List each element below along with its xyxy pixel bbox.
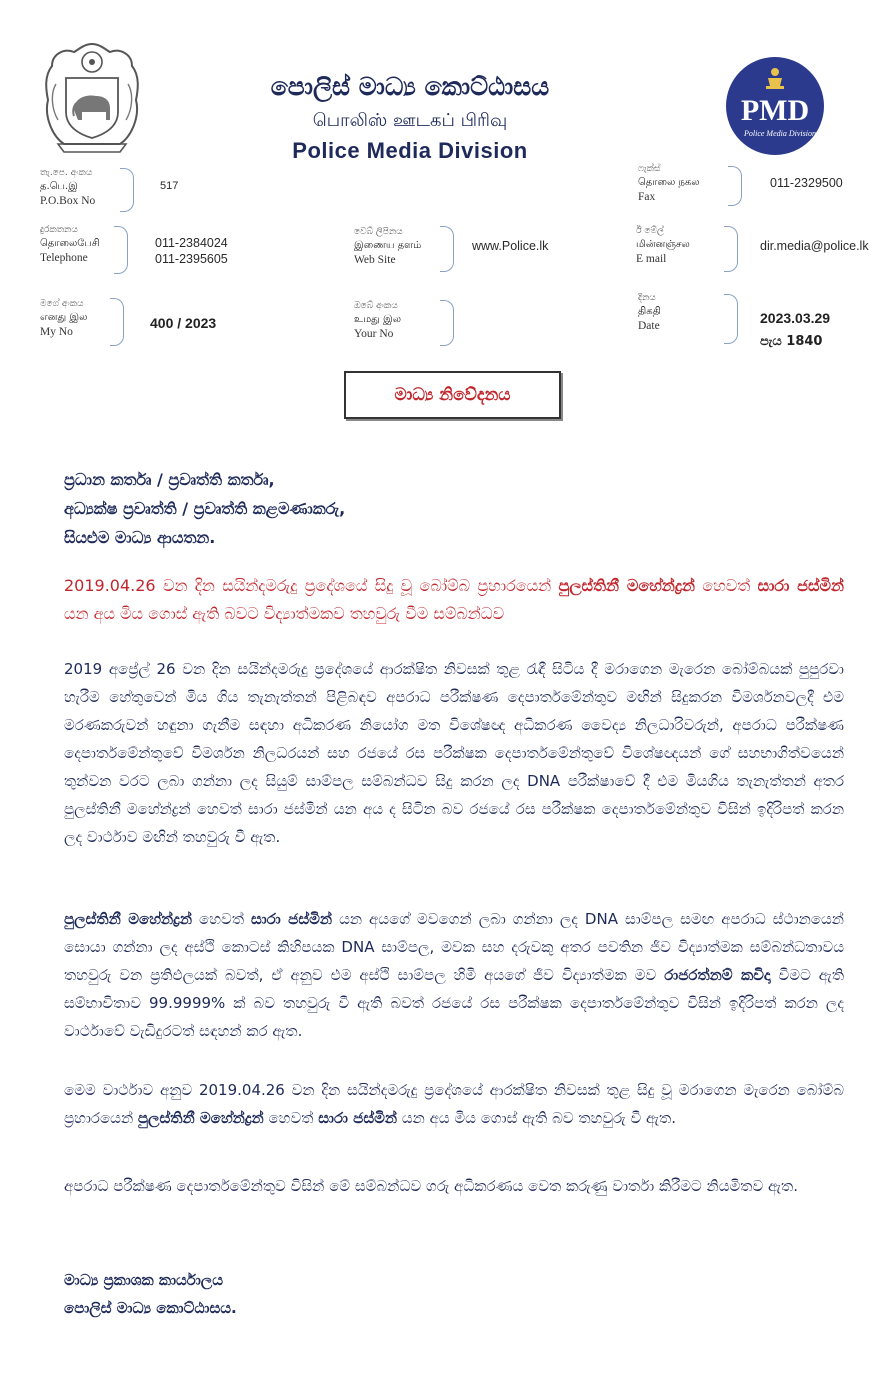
brace — [440, 300, 454, 346]
addressee-line: සියළුම මාධ්‍ය ආයතන. — [64, 528, 216, 547]
body-paragraph-2: පුලස්තිනී මහේන්ද්‍රන් හෙවත් සාරා ජස්මින් යන අයගේ මවගෙන් ලබා ගන්නා ලද DNA සාම්පල සමඟ අපරාධ ස්ථානයෙන් සොයා ගන්නා ලද අස්ථි කොටස් කිහිපයක DNA සාම්පල, මවක සහ දරුවකු අතර පවතින ජීව විද්‍යාත්මක සම්බන්ධතාවය තහවුරු වන ප්‍රතිඵලයක් බවත්, ඒ අනුව එම අස්ථි සාම්පල හිමි අයගේ ජීව විද්‍යාත්මක මව රාජරත්නම් කවිදා වීමට ඇති සම්භාවිතාව 99.9999% ක් බව තහවුරු වී ඇති බවත් රජයේ රස පරීක්ෂක දෙපාර්තමේන්තුව විසින් ඉදිරිපත් කරන ලද වාර්ථාවේ වැඩිදුරටත් සඳහන් කර ඇත. — [64, 910, 844, 1040]
brace — [110, 298, 124, 346]
my-no-value: 400 / 2023 — [150, 315, 217, 331]
svg-text:PMD: PMD — [740, 94, 810, 127]
media-release-title: මාධ්‍ය නිවේදනය — [394, 385, 511, 405]
addressee-line: අධ්‍යක්ෂ ප්‍රවෘත්ති / ප්‍රවෘත්ති කළමණාකරු, — [64, 499, 346, 518]
svg-text:Police Media Division: Police Media Division — [744, 129, 816, 138]
telephone-value-1: 011-2384024 — [155, 236, 228, 250]
brace — [114, 226, 128, 274]
signature-line: මාධ්‍ය ප්‍රකාශක කාර්යාලය — [64, 1271, 224, 1289]
pmd-logo — [720, 56, 830, 156]
subject-heading: 2019.04.26 වන දින සයින්දමරුදු ප්‍රදේශයේ සිදු වූ බෝම්බ ප්‍රහාරයෙන් පුලස්තිනී මහේන්ද්‍රන් හෙවත් සාරා ජස්මින් යන අය මිය ගොස් ඇති බවට විද්‍යාත්මකව තහවුරු වීම සම්බන්ධව — [64, 576, 845, 623]
website-value[interactable]: www.Police.lk — [472, 239, 549, 253]
telephone-value-2: 011-2395605 — [155, 252, 228, 266]
body-paragraph-1: 2019 අප්‍රේල් 26 වන දින සයින්දමරුදු ප්‍රදේශයේ ආරක්ෂිත නිවසක් තුළ රැඳී සිටිය දී මරාගෙන මැරෙන බෝම්බයක් පුපුරවා හැරීම හේතුවෙන් මිය ගිය තැනැත්තන් පිළිබඳව අපරාධ පරීක්ෂණ දෙපාර්තමේන්තුව මඟින් සිදුකරන විමර්ශනවලදී එම මරණකරුවන් හඳුනා ගැනීම සඳහා අධිකරණ නියෝග මත විශේෂඥ අධිකරණ වෛද්‍ය නිලධාරිවරුන්, අපරාධ පරීක්ෂණ දෙපාර්තමේන්තුවේ විමර්ශන නිලධරයන් සහ රජයේ රස පරීක්ෂක දෙපාර්තමේන්තුවේ විශේෂඥයන් ගේ සහභාගිත්වයෙන් තුන්වන වරට ලබා ගන්නා ලද සියුම් සාම්පල සම්බන්ධව සිදු කරන ලද DNA පරීක්ෂාවේ දී එම මියගිය තැනැත්තන් අතර පුලස්තිනී මහේන්ද්‍රන් හෙවත් සාරා ජස්මින් යන අය ද සිටින බව රජයේ රස පරීක්ෂක දෙපාර්තමේන්තුව විසින් ඉදිරිපත් කරන ලද වාර්ථාව මඟින් තහවුරු වී ඇත. — [64, 660, 844, 846]
fax-label: ෆැක්ස් தொலை நகல Fax — [638, 164, 700, 203]
time-value: පැය 1840 — [760, 334, 823, 349]
header-tamil-title: பொலிஸ் ஊடகப் பிரிவு — [312, 110, 508, 131]
brace — [440, 226, 454, 272]
fax-value: 011-2329500 — [770, 176, 843, 190]
my-no-label: මගේ අංකය எனது இல My No — [40, 299, 88, 338]
header-english-title: Police Media Division — [292, 138, 528, 163]
body-paragraph-4: අපරාධ පරීක්ෂණ දෙපාර්තමේන්තුව විසින් මේ සම්බන්ධව ගරු අධිකරණය වෙත කරුණු වාර්තා කිරීමට නියමිතව ඇත. — [64, 1177, 798, 1195]
po-box-value: 517 — [160, 180, 179, 192]
telephone-label: දුරකතනය தொலைபேசி Telephone — [40, 225, 100, 264]
sri-lanka-police-emblem — [40, 40, 144, 158]
media-release-title-box — [344, 371, 561, 419]
your-no-label: ඔබේ අංකය உமது இல Your No — [354, 301, 401, 340]
addressees — [64, 465, 345, 552]
body-paragraph-3: මෙම වාර්ථාව අනුව 2019.04.26 වන දින සයින්දමරුදු ප්‍රදේශයේ ආරක්ෂිත නිවසක් තුළ සිදු වූ මරාගෙන මැරෙන බෝම්බ ප්‍රහාරයෙන් පුලස්තිනී මහේන්ද්‍රන් හෙවත් සාරා ජස්මින් යන අය මිය ගොස් ඇති බව තහවුරු වී ඇත. — [64, 1081, 844, 1127]
brace — [120, 168, 134, 212]
website-label: වෙබ් ලිපිනය இணைய தளம் Web Site — [354, 227, 422, 266]
date-label: දිනය திகதி Date — [638, 293, 661, 332]
brace — [728, 166, 742, 206]
header-sinhala-title: පොලිස් මාධ්‍ය කොට්ඨාසය — [270, 72, 550, 101]
signature-line: පොලිස් මාධ්‍ය කොට්ඨාසය. — [64, 1299, 237, 1317]
addressee-line: ප්‍රධාන කර්තෘ / ප්‍රවෘත්ති කර්තෘ, — [64, 470, 275, 489]
brace — [724, 226, 738, 272]
po-box-label: තැ.පෙ. අංකය த.பெ.இ P.O.Box No — [40, 168, 96, 207]
signature-block — [64, 1266, 237, 1322]
email-label: ඊ මේල් மின்னஞ்சல E mail — [636, 226, 690, 265]
email-value[interactable]: dir.media@police.lk — [760, 239, 869, 253]
date-value: 2023.03.29 — [760, 310, 831, 326]
brace — [724, 294, 738, 344]
